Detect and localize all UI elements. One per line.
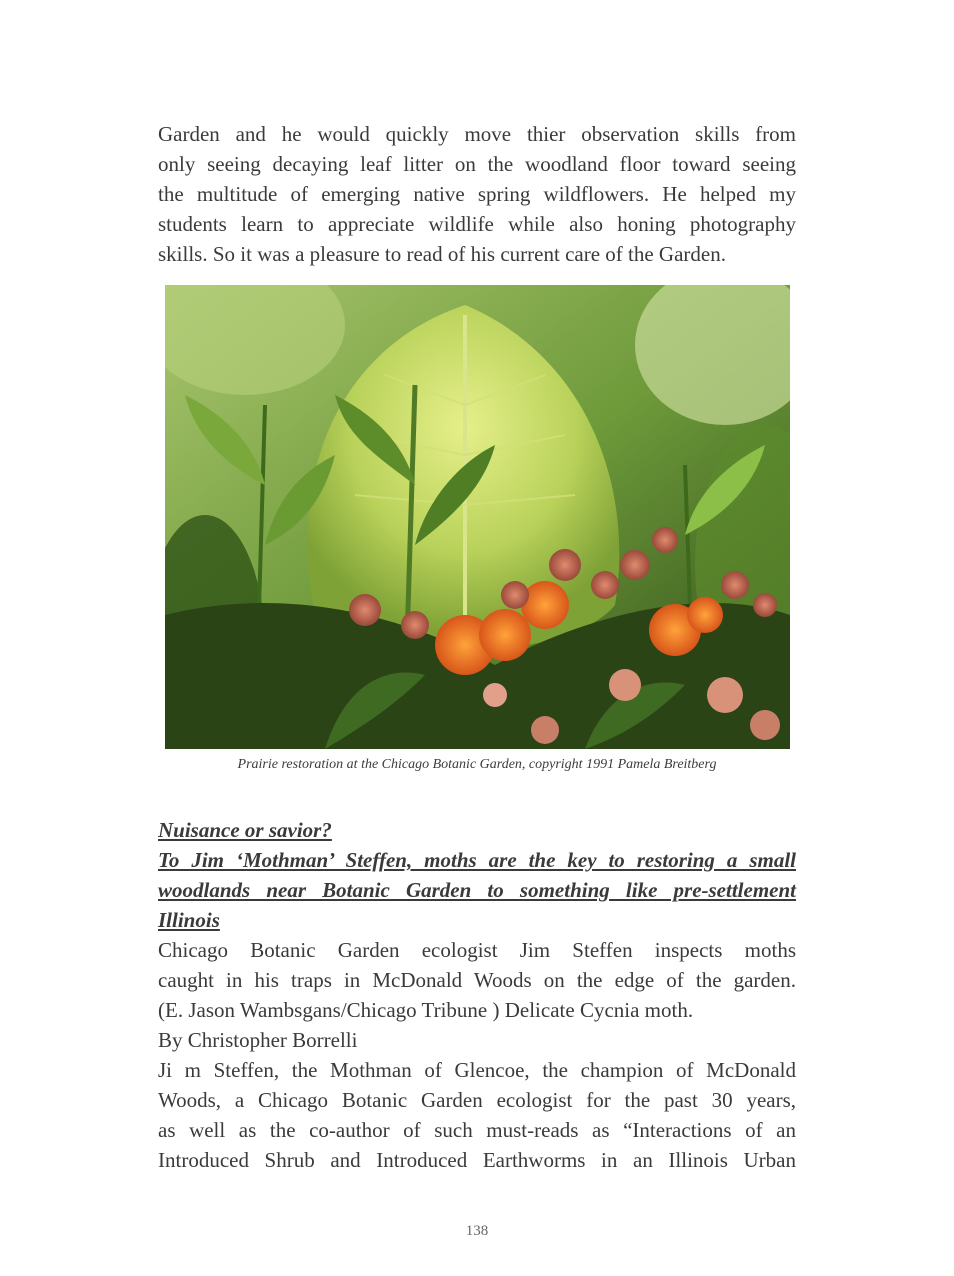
body-line: Woods, a Chicago Botanic Garden ecologist for the past 30 years, — [158, 1088, 796, 1112]
text-line: Garden and he would quickly move thier observation skills from — [158, 122, 796, 146]
body-line: (E. Jason Wambsgans/Chicago Tribune ) Delicate Cycnia moth. — [158, 998, 694, 1022]
article-section — [158, 815, 796, 1175]
headline-line: To Jim ‘Mothman’ Steffen, moths are the key to restoring a small — [158, 848, 796, 872]
body-line: Chicago Botanic Garden ecologist Jim Steffen inspects moths — [158, 938, 796, 962]
headline-line: woodlands near Botanic Garden to something like pre-settlement — [158, 878, 796, 902]
text-line: the multitude of emerging native spring wildflowers. He helped my — [158, 182, 796, 206]
body-line: caught in his traps in McDonald Woods on the edge of the garden. — [158, 968, 796, 992]
headline-line: Nuisance or savior? — [158, 818, 332, 842]
byline: By Christopher Borrelli — [158, 1028, 358, 1052]
text-line: only seeing decaying leaf litter on the woodland floor toward seeing — [158, 152, 796, 176]
body-line: Ji m Steffen, the Mothman of Glencoe, the champion of McDonald — [158, 1058, 796, 1082]
body-line: as well as the co-author of such must-reads as “Interactions of an — [158, 1118, 796, 1142]
photo-caption: Prairie restoration at the Chicago Botanic Garden, copyright 1991 Pamela Breitberg — [237, 757, 717, 772]
text-line: skills. So it was a pleasure to read of his current care of the Garden. — [158, 242, 726, 266]
page-number: 138 — [465, 1223, 489, 1239]
text-line: students learn to appreciate wildlife while also honing photography — [158, 212, 796, 236]
prairie-photo — [165, 285, 790, 749]
intro-paragraph — [158, 119, 796, 269]
headline-line: Illinois — [158, 908, 220, 932]
body-line: Introduced Shrub and Introduced Earthworms in an Illinois Urban — [158, 1148, 796, 1172]
